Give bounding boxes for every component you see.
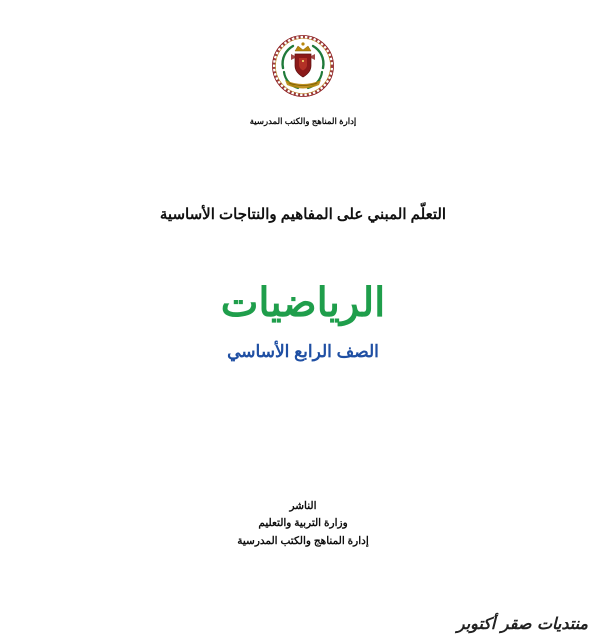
publisher-department: إدارة المناهج والكتب المدرسية: [237, 534, 369, 547]
publisher-block: [0, 498, 606, 550]
forum-watermark: منتديات صقر أكتوبر: [456, 614, 588, 633]
emblem-container: [0, 34, 606, 98]
document-subtitle: التعلّم المبني على المفاهيم والنتاجات الأساسية: [159, 206, 447, 223]
publisher-label: الناشر: [289, 500, 317, 512]
document-grade-level: الصف الرابع الأساسي: [227, 342, 379, 361]
ministry-department-line: إدارة المناهج والكتب المدرسية: [249, 116, 357, 126]
document-main-title: الرياضيات: [220, 281, 386, 325]
jordan-ministry-emblem-icon: [271, 34, 335, 98]
publisher-ministry: وزارة التربية والتعليم: [258, 517, 348, 530]
